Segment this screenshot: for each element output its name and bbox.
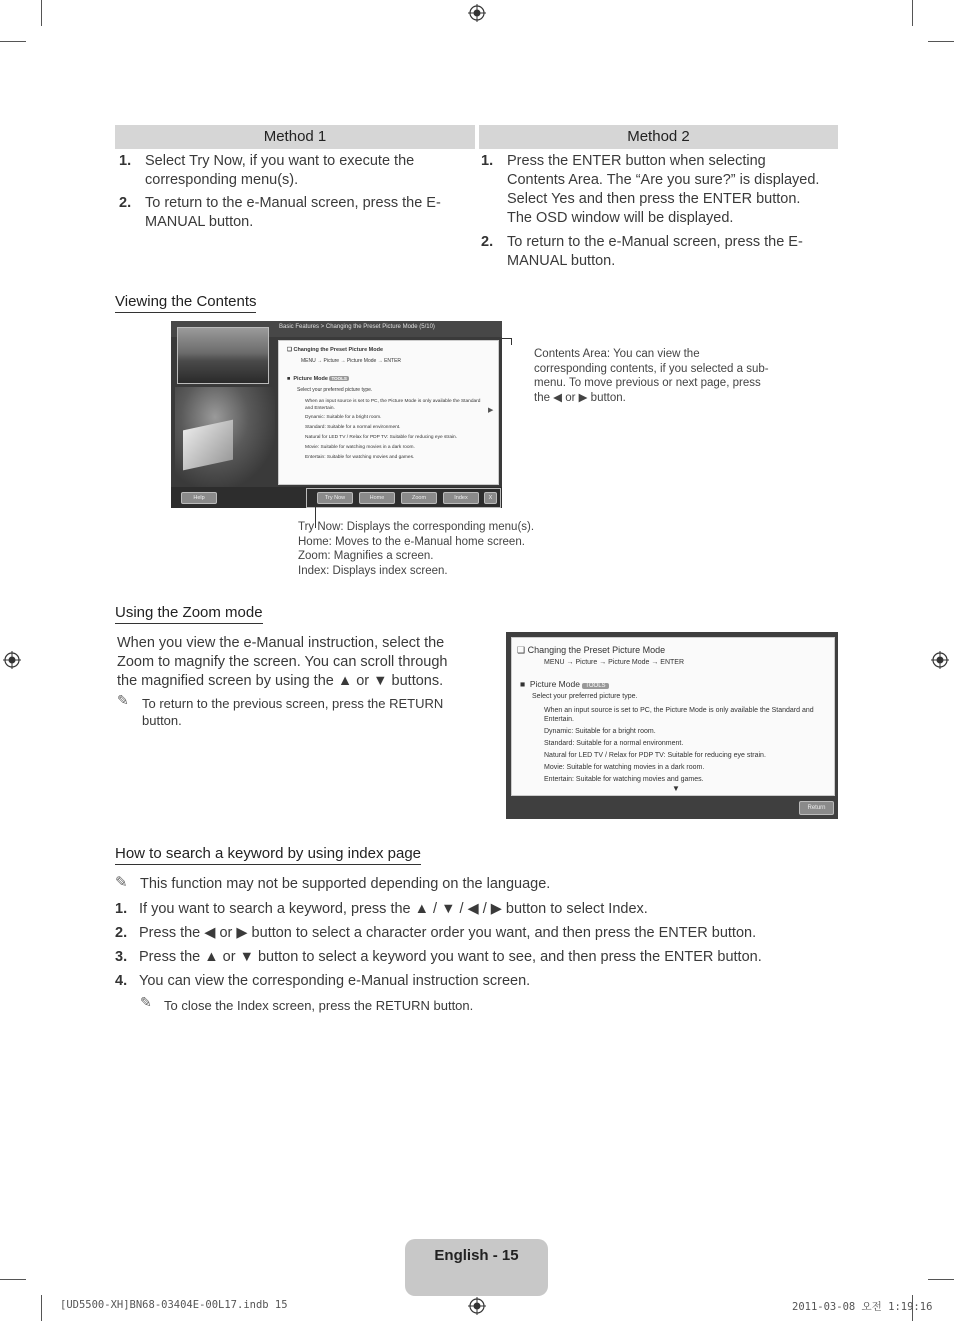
crop-mark <box>41 1295 42 1321</box>
zoomed-contents-area[interactable] <box>511 637 835 796</box>
search-step-4 <box>115 972 835 992</box>
step-number: 1. <box>115 901 128 917</box>
screen-bullet: Natural for LED TV / Relax for PDP TV: Suitable for reducing eye strain. <box>544 752 766 759</box>
registration-mark-icon <box>3 651 21 669</box>
step-number: 2. <box>481 234 494 250</box>
step-text: Press the ENTER button when selecting Contents Area. The “Are you sure?” is displayed. Select Yes and then press the ENTER button. The OSD window will be displayed. <box>507 153 820 226</box>
method2-header: Method 2 <box>479 125 838 149</box>
registration-mark-icon <box>931 651 949 669</box>
return-button[interactable]: Return <box>799 801 834 815</box>
callout-line <box>511 338 512 345</box>
contents-area[interactable] <box>278 340 499 485</box>
screen-bullet: Standard: Suitable for a normal environment. <box>544 740 684 747</box>
crop-mark <box>0 41 26 42</box>
screen-bullet: Entertain: Suitable for watching movies and games. <box>544 776 704 783</box>
screen-picture-mode: ■ Picture Mode TOOLS <box>287 376 347 382</box>
footer-file-info: [UD5500-XH]BN68-03404E-00L17.indb 15 <box>60 1299 288 1311</box>
legend-item: Index: Displays index screen. <box>298 564 448 577</box>
method1-step-1 <box>119 152 459 192</box>
zoom-body-text: When you view the e-Manual instruction, select the Zoom to magnify the screen. You can scroll through the magnified screen by using the ▲ or ▼ buttons. <box>117 635 448 689</box>
memo-icon: ✎ <box>117 692 129 708</box>
method1-step-2 <box>119 194 459 234</box>
button-legend <box>298 520 538 578</box>
step-text: If you want to search a keyword, press the ▲ / ▼ / ◀ / ▶ button to select Index. <box>139 901 648 917</box>
crop-mark <box>0 1279 26 1280</box>
registration-mark-icon <box>468 4 486 22</box>
search-note-2: To close the Index screen, press the RETURN button. <box>164 998 474 1013</box>
crop-mark <box>912 0 913 26</box>
step-text: To return to the e-Manual screen, press the E-MANUAL button. <box>507 234 803 269</box>
screen-bullet: Dynamic: Suitable for a bright room. <box>305 415 382 420</box>
crop-mark <box>41 0 42 26</box>
search-step-1 <box>115 900 835 920</box>
screen-bullet: Movie: Suitable for watching movies in a dark room. <box>544 764 705 771</box>
section-heading-zoom: Using the Zoom mode <box>115 604 263 624</box>
screen-bullet: Dynamic: Suitable for a bright room. <box>544 728 656 735</box>
step-number: 1. <box>481 153 494 169</box>
step-text: You can view the corresponding e-Manual instruction screen. <box>139 973 531 989</box>
screen-bullet: Natural for LED TV / Relax for PDP TV: Suitable for reducing eye strain. <box>305 435 458 440</box>
tools-badge: TOOLS <box>582 683 608 689</box>
screen-title: ❑ Changing the Preset Picture Mode <box>287 347 384 353</box>
screen-menu-path: MENU → Picture → Picture Mode → ENTER <box>301 358 402 364</box>
page-number-tab <box>405 1239 548 1296</box>
search-step-3 <box>115 948 835 968</box>
method2-step-2 <box>481 233 831 273</box>
memo-icon: ✎ <box>115 874 128 891</box>
section-heading-search: How to search a keyword by using index page <box>115 845 421 865</box>
crop-mark <box>928 1279 954 1280</box>
zoom-note: To return to the previous screen, press the RETURN button. <box>142 696 444 728</box>
try-now-button[interactable]: Try Now <box>317 492 353 504</box>
screen-note: When an input source is set to PC, the Picture Mode is only available the Standard and Entertain. <box>305 399 481 411</box>
step-text: Press the ▲ or ▼ button to select a keyword you want to see, and then press the ENTER button. <box>139 949 762 965</box>
screen-bullet: Movie: Suitable for watching movies in a dark room. <box>305 445 415 450</box>
tools-badge: TOOLS <box>331 376 347 381</box>
close-button[interactable]: X <box>484 492 497 504</box>
next-page-arrow-icon[interactable]: ▶ <box>488 407 494 414</box>
help-button[interactable]: Help <box>181 492 217 504</box>
zoomed-screen-mock <box>506 632 838 819</box>
screen-thumbnail-image <box>177 327 269 384</box>
memo-icon: ✎ <box>140 994 152 1010</box>
method2-step-1 <box>481 152 831 232</box>
screen-select-text: Select your preferred picture type. <box>297 387 373 393</box>
screen-breadcrumb: Basic Features > Changing the Preset Picture Mode (5/10) <box>279 324 435 330</box>
step-number: 4. <box>115 973 128 989</box>
search-note-1: This function may not be supported depending on the language. <box>140 876 551 892</box>
section-heading-viewing: Viewing the Contents <box>115 293 256 313</box>
search-step-2 <box>115 924 835 944</box>
method1-header: Method 1 <box>115 125 475 149</box>
screen-picture-mode: ■ Picture Mode TOOLS <box>520 679 609 689</box>
screen-menu-path: MENU → Picture → Picture Mode → ENTER <box>544 659 685 666</box>
registration-mark-icon <box>468 1297 486 1315</box>
page-number: English - 15 <box>434 1247 519 1264</box>
index-button[interactable]: Index <box>443 492 479 504</box>
emanual-screen-mock <box>171 321 502 508</box>
step-number: 3. <box>115 949 128 965</box>
screen-title: ❑ Changing the Preset Picture Mode <box>517 645 666 655</box>
zoom-button[interactable]: Zoom <box>401 492 437 504</box>
step-number: 2. <box>115 925 128 941</box>
screen-bullet: Entertain: Suitable for watching movies and games. <box>305 455 415 460</box>
legend-item: Zoom: Magnifies a screen. <box>298 550 434 562</box>
step-text: Select Try Now, if you want to execute the corresponding menu(s). <box>145 153 415 188</box>
legend-item: Try Now: Displays the corresponding menu(s). <box>298 521 535 533</box>
step-text: Press the ◀ or ▶ button to select a character order you want, and then press the ENTER button. <box>139 925 757 941</box>
step-number: 1. <box>119 153 132 169</box>
step-text: To return to the e-Manual screen, press the E-MANUAL button. <box>145 195 441 230</box>
footer-date: 2011-03-08 오전 1:19:16 <box>792 1301 933 1313</box>
home-button[interactable]: Home <box>359 492 395 504</box>
contents-area-note: Contents Area: You can view the corresponding contents, if you selected a sub-menu. To move previous or next page, press the ◀ or ▶ button. <box>534 348 769 404</box>
scroll-down-arrow-icon[interactable]: ▼ <box>672 784 680 793</box>
legend-item: Home: Moves to the e-Manual home screen. <box>298 535 525 548</box>
crop-mark <box>928 41 954 42</box>
screen-note: When an input source is set to PC, the Picture Mode is only available the Standard and Entertain. <box>544 707 814 723</box>
step-number: 2. <box>119 195 132 211</box>
screen-bullet: Standard: Suitable for a normal environment. <box>305 425 401 430</box>
screen-select-text: Select your preferred picture type. <box>532 693 638 700</box>
